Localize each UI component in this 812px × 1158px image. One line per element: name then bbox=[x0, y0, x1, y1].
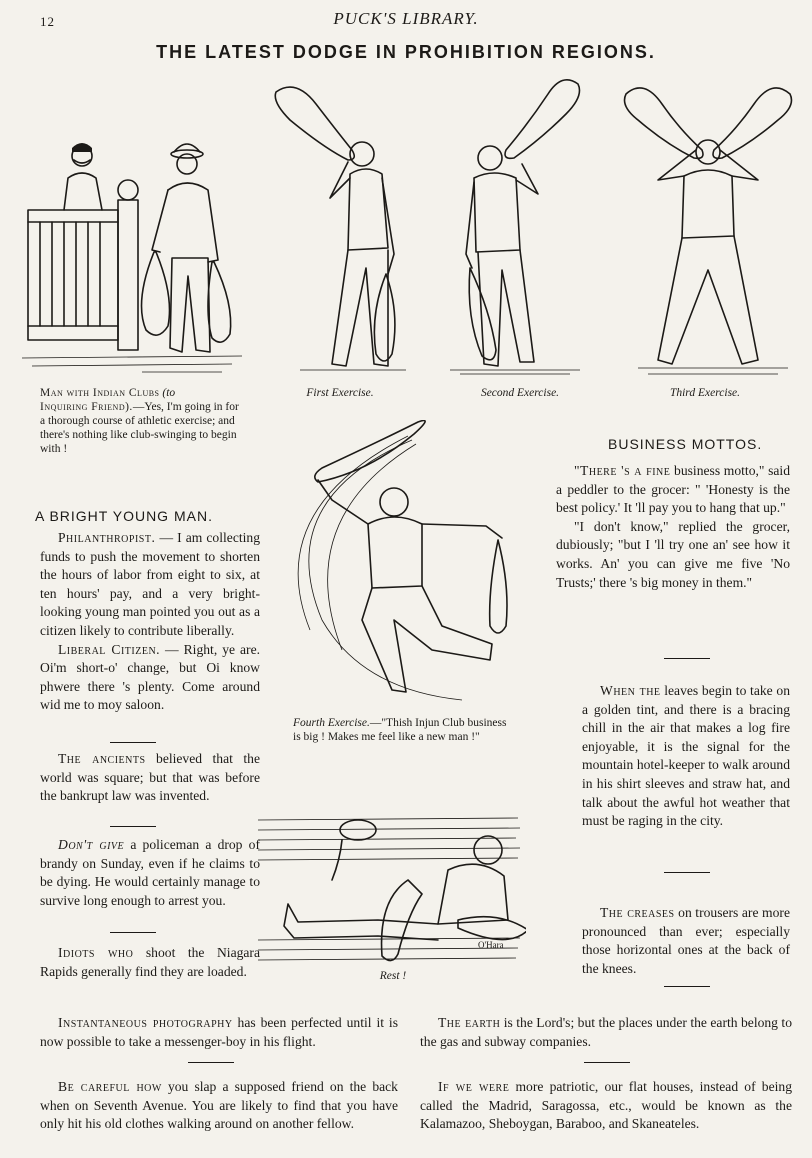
bright-young-man-heading: A BRIGHT YOUNG MAN. bbox=[35, 508, 213, 524]
illustration-second-exercise bbox=[440, 74, 590, 380]
caption-second-exercise: Second Exercise. bbox=[480, 387, 560, 399]
artist-signature: O'Hara bbox=[478, 940, 504, 950]
ancients-item bbox=[40, 750, 260, 806]
business-mottos-heading: BUSINESS MOTTOS. bbox=[608, 436, 763, 452]
intro-aside: (to bbox=[162, 387, 176, 399]
mottos-text-1: business motto," said a peddler to the grocer: " 'Honesty is the best policy.' It 'll pay you to hang that up." bbox=[556, 463, 790, 516]
masthead: PUCK'S LIBRARY. bbox=[333, 9, 479, 28]
divider bbox=[110, 932, 156, 933]
speaker-liberal-citizen: Liberal Citizen. bbox=[58, 641, 161, 657]
mottos-lead: "There 's a fine bbox=[574, 463, 671, 478]
policeman-lead: Don't give bbox=[58, 837, 125, 852]
cartoon-title: THE LATEST DODGE IN PROHIBITION REGIONS. bbox=[156, 42, 656, 62]
leaves-item bbox=[582, 682, 790, 831]
careful-item bbox=[40, 1078, 398, 1134]
creases-lead: The creases bbox=[600, 905, 675, 920]
illustration-third-exercise bbox=[618, 80, 798, 380]
photography-lead: Instantaneous photography bbox=[58, 1015, 233, 1030]
earth-text: is the Lord's; but the places under the earth belong to the gas and subway companies. bbox=[420, 1015, 792, 1049]
business-mottos-article bbox=[556, 462, 790, 592]
caption-fourth-exercise bbox=[293, 716, 517, 744]
illustration-fourth-exercise bbox=[262, 420, 550, 712]
divider bbox=[664, 872, 710, 873]
illustration-gate-scene bbox=[22, 130, 247, 380]
ancients-lead: The ancients bbox=[58, 751, 146, 766]
illustration-first-exercise bbox=[270, 78, 410, 378]
speaker-philanthropist: Philanthropist. bbox=[58, 530, 156, 545]
caption-first-exercise: First Exercise. bbox=[306, 387, 374, 399]
policeman-item bbox=[40, 836, 260, 910]
leaves-text: leaves begin to take on a golden tint, and there is a bracing chill in the air that makes a log fire enjoyable, it is the signal for the mountain hotel-keeper to walk around in his shirt sleeves and straw hat, and talk about the awful hot weather that must be raging in the city. bbox=[582, 683, 790, 829]
fourth-exercise-label: Fourth Exercise. bbox=[293, 717, 370, 729]
earth-item bbox=[420, 1014, 792, 1051]
caption-rest: Rest ! bbox=[379, 970, 407, 982]
divider bbox=[110, 742, 156, 743]
patriotic-text: more patriotic, our flat houses, instead of being called the Madrid, Saragossa, etc., would be known as the Kalamazoo, Sheboygan, Baraboo, and Skaneateles. bbox=[420, 1079, 792, 1132]
careful-text: you slap a supposed friend on the back when on Seventh Avenue. You are likely to find that you have only hit his old clothes walking around on another fellow. bbox=[40, 1079, 398, 1132]
earth-lead: The earth bbox=[438, 1015, 501, 1030]
divider bbox=[664, 986, 710, 987]
intro-caption bbox=[40, 386, 240, 456]
caption-third-exercise: Third Exercise. bbox=[669, 387, 741, 399]
leaves-lead: When the bbox=[600, 683, 661, 698]
liberal-citizen-text: — Right, ye are. Oi'm short-o' change, but Oi know phwere there 's plenty. Come around wid me to moy saloon. bbox=[40, 641, 260, 713]
divider bbox=[188, 1062, 234, 1063]
illustration-rest bbox=[258, 790, 526, 970]
idiots-text: shoot the Niagara Rapids generally find they are loaded. bbox=[40, 945, 260, 979]
photography-item bbox=[40, 1014, 398, 1051]
page-number: 12 bbox=[40, 14, 55, 29]
idiots-item bbox=[40, 944, 260, 981]
careful-lead: Be careful how bbox=[58, 1079, 162, 1094]
intro-aside-2: Inquiring Friend). bbox=[40, 401, 133, 413]
intro-text: —Yes, I'm going in for a thorough course of athletic exercise; and there's nothing like club-swinging to begin with ! bbox=[40, 401, 239, 455]
fourth-exercise-text: —"Thish Injun Club business is big ! Makes me feel like a new man !" bbox=[293, 717, 507, 743]
photography-text: has been perfected until it is now possible to take a messenger-boy in his flight. bbox=[40, 1015, 398, 1049]
bright-young-man-article bbox=[40, 529, 260, 715]
patriotic-item bbox=[420, 1078, 792, 1134]
ancients-text: believed that the world was square; but that was before the bankrupt law was invented. bbox=[40, 751, 260, 804]
policeman-text: a policeman a drop of brandy on Sunday, even if he claims to be dying. He would certainly manage to survive long enough to arrest you. bbox=[40, 837, 260, 908]
philanthropist-text: — I am collecting funds to push the movement to shorten the hours of labor from eight to six, at ten hours' pay, and a very bright-looking young man pointed you out as a citizen likely to contribute liberally. bbox=[40, 530, 260, 638]
creases-item bbox=[582, 904, 790, 978]
intro-speaker: Man with Indian Clubs bbox=[40, 387, 160, 399]
idiots-lead: Idiots who bbox=[58, 945, 134, 960]
patriotic-lead: If we were bbox=[438, 1079, 510, 1094]
divider bbox=[664, 658, 710, 659]
divider bbox=[584, 1062, 630, 1063]
divider bbox=[110, 826, 156, 827]
creases-text: on trousers are more pronounced than ever; especially those horizontal ones at the back of the knees. bbox=[582, 905, 790, 976]
mottos-text-2: "I don't know," replied the grocer, dubiously; "but I 'll try one an' see how it works. An' you can give me five 'No Trusts;' there 's big money in them." bbox=[556, 518, 790, 590]
